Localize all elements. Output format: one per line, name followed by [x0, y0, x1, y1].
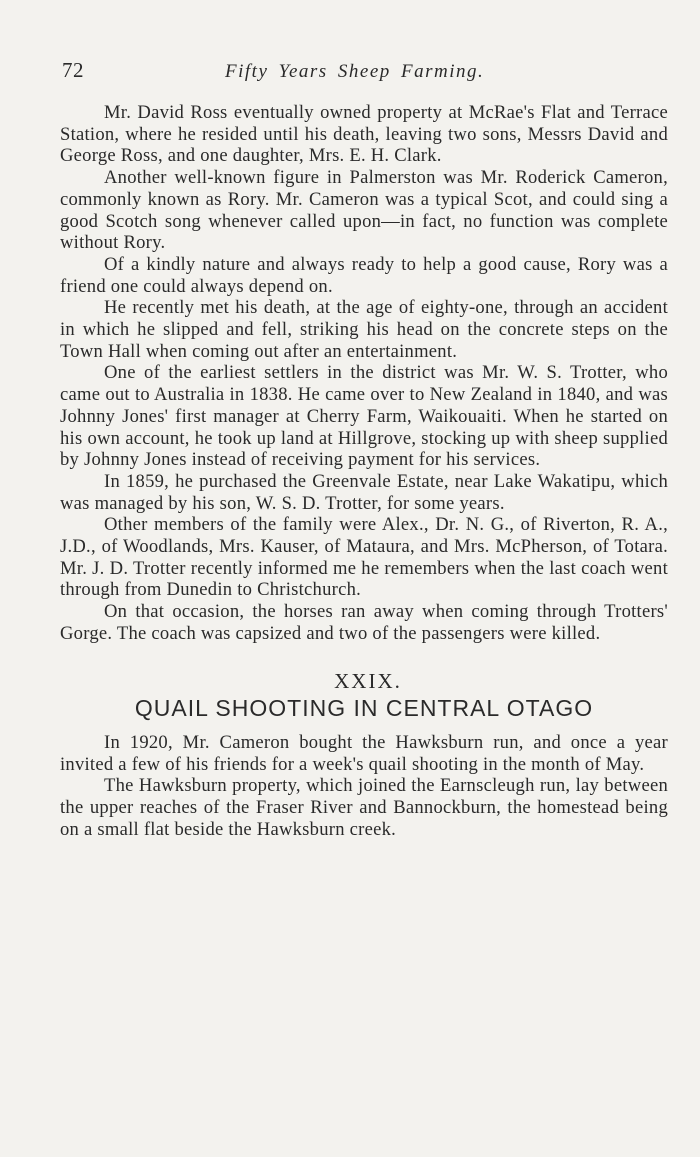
paragraph: One of the earliest settlers in the district was Mr. W. S. Trotter, who came out to Australia in 1838. He came over to New Zealand in 1840, and was Johnny Jones' first manager at Cherry Farm, Waikouaiti. When he started on his own account, he took up land at Hillgrove, stocking up with sheep supplied by Johnny Jones instead of receiving payment for his services. — [60, 362, 668, 471]
chapter-title: QUAIL SHOOTING IN CENTRAL OTAGO — [134, 695, 594, 722]
paragraph: The Hawksburn property, which joined the Earnscleugh run, lay between the upper reaches of the Fraser River and Bannockburn, the homestead being on a small flat beside the Hawksburn creek. — [60, 775, 668, 840]
paragraph: Of a kindly nature and always ready to help a good cause, Rory was a friend one could always depend on. — [60, 253, 668, 297]
paragraph: Other members of the family were Alex., Dr. N. G., of Riverton, R. A., J.D., of Woodlands, Mrs. Kauser, of Mataura, and Mrs. McPherson, of Totara. Mr. J. D. Trotter recently informed me he remembers when the last coach went through from Dunedin to Christchurch. — [60, 514, 668, 601]
paragraph: He recently met his death, at the age of eighty-one, through an accident in which he slipped and fell, striking his head on the concrete steps on the Town Hall when coming out after an entertainment. — [60, 297, 668, 362]
chapter-number: XXIX. — [334, 668, 402, 693]
page-number: 72 — [62, 58, 84, 82]
page-body — [60, 102, 668, 841]
paragraph: In 1920, Mr. Cameron bought the Hawksburn run, and once a year invited a few of his friends for a week's quail shooting in the month of May. — [60, 731, 668, 775]
paragraph: In 1859, he purchased the Greenvale Estate, near Lake Wakatipu, which was managed by his son, W. S. D. Trotter, for some years. — [60, 470, 668, 514]
page-header — [62, 58, 660, 88]
running-head: Fifty Years Sheep Farming. — [225, 61, 485, 82]
paragraph: Another well-known figure in Palmerston was Mr. Roderick Cameron, commonly known as Rory. Mr. Cameron was a typical Scot, and could sing a good Scotch song whenever called upon—in fact, no function was complete without Rory. — [60, 167, 668, 254]
paragraph: On that occasion, the horses ran away when coming through Trotters' Gorge. The coach was capsized and two of the passengers were killed. — [60, 601, 668, 644]
paragraph: Mr. David Ross eventually owned property at McRae's Flat and Terrace Station, where he resided until his death, leaving two sons, Messrs David and George Ross, and one daughter, Mrs. E. H. Clark. — [60, 102, 668, 167]
